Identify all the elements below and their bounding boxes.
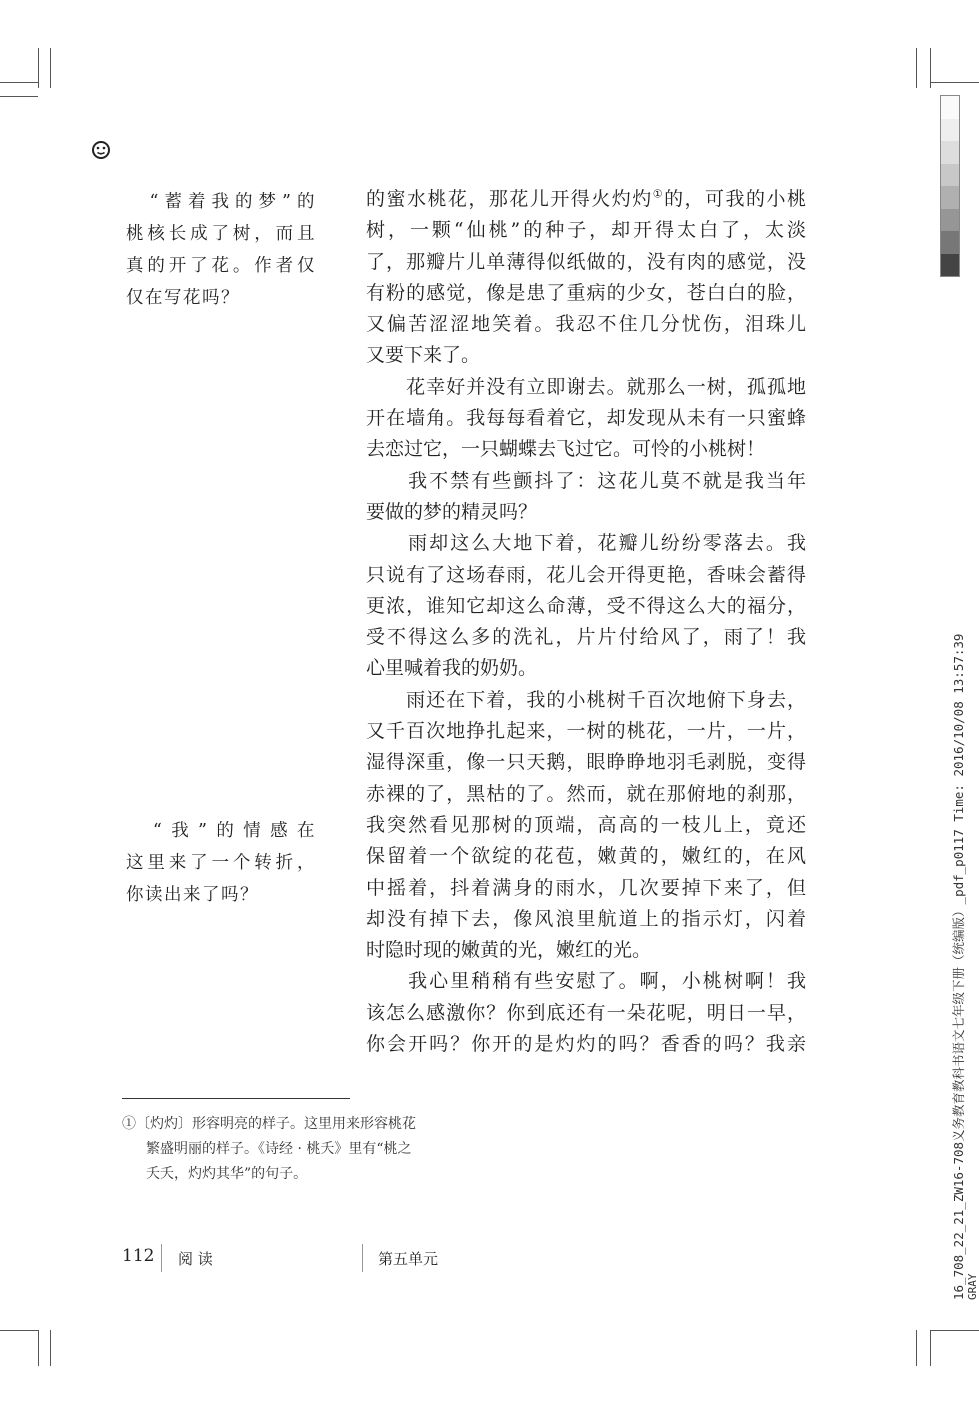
text-line (366, 966, 806, 997)
gray-scale-bar (940, 95, 960, 277)
crop-mark (0, 1330, 38, 1331)
side-note-line: 真的开了花。作者仅 (126, 256, 316, 276)
footer-divider (362, 1244, 363, 1272)
text-line (366, 1029, 806, 1060)
text-run: 只说有了这场春雨，花儿会开得更艳，香味会蓄得 (366, 563, 806, 586)
text-run: 了，那瓣片儿单薄得似纸做的，没有肉的感觉，没 (366, 250, 806, 273)
text-run: 时隐时现的嫩黄的光，嫩红的光。 (366, 939, 652, 962)
text-run: 中摇着，抖着满身的雨水，几次要掉下来了，但 (366, 876, 806, 899)
text-line (366, 215, 806, 246)
text-line (366, 340, 806, 371)
text-run: 要做的梦的精灵吗？ (366, 500, 538, 523)
text-line (366, 466, 806, 497)
crop-mark (930, 1330, 931, 1366)
text-run: 我不禁有些颤抖了：这花儿莫不就是我当年 (366, 469, 806, 492)
print-slug-line: 16_708_22_21_ZW16-708义务教育教科书语文七年级下册（统编版）_pdf_p0117 Time: 2016/10/08 13:57:39 (951, 633, 966, 1300)
text-line (366, 810, 806, 841)
text-line (366, 278, 806, 309)
text-run: 保留着一个欲绽的花苞，嫩黄的，嫩红的，在风 (366, 845, 806, 868)
crop-mark (930, 1330, 979, 1331)
text-line (366, 779, 806, 810)
crop-mark (930, 82, 979, 83)
text-run: 去恋过它，一只蝴蝶去飞过它。可怜的小桃树！ (366, 438, 766, 461)
text-line (366, 904, 806, 935)
text-line (366, 560, 806, 591)
text-run: 又要下来了。 (366, 344, 481, 367)
footer-unit: 第五单元 (378, 1250, 439, 1268)
footnote-marker: ① (652, 187, 665, 201)
page-number: 112 (122, 1246, 155, 1266)
crop-mark (916, 1330, 917, 1366)
print-slug-gray: GRAY (966, 1273, 979, 1300)
side-note-line: 这里来了一个转折， (126, 853, 316, 873)
crop-mark (50, 48, 51, 88)
text-line (366, 685, 806, 716)
crop-mark (916, 48, 917, 88)
side-note (126, 186, 316, 314)
text-line (366, 528, 806, 559)
print-slug (952, 634, 979, 1300)
text-run: 受不得这么多的洗礼，片片付给风了，雨了！我 (366, 626, 806, 649)
text-line (366, 873, 806, 904)
side-note-line: 你读出来了吗？ (126, 885, 259, 905)
text-line (366, 372, 806, 403)
text-line (366, 747, 806, 778)
footnote (122, 1112, 416, 1187)
crop-mark (0, 82, 38, 83)
text-run: 我突然看见那树的顶端，高高的一枝儿上，竟还 (366, 813, 806, 836)
side-note-line: 桃核长成了树，而且 (126, 224, 316, 244)
text-run: 该怎么感激你？你到底还有一朵花呢，明日一早， (366, 1001, 806, 1024)
text-run: 湿得深重，像一只天鹅，眼睁睁地羽毛剥脱，变得 (366, 751, 806, 774)
text-run: 的，可我的小桃 (664, 188, 806, 210)
crop-mark (38, 1330, 39, 1366)
crop-mark (38, 48, 39, 88)
crop-mark (50, 1330, 51, 1366)
text-run: 开在墙角。我每每看着它，却发现从未有一只蜜蜂 (366, 407, 806, 430)
text-run: 却没有掉下去，像风浪里航道上的指示灯，闪着 (366, 907, 806, 930)
smiley-face-icon (91, 140, 111, 160)
text-line (366, 403, 806, 434)
text-run: 雨还在下着，我的小桃树千百次地俯下身去， (366, 688, 806, 711)
footer-divider (161, 1244, 162, 1272)
text-run: 又千百次地挣扎起来，一树的桃花，一片，一片， (366, 720, 806, 743)
text-run: 心里喊着我的奶奶。 (366, 657, 538, 680)
text-line (366, 247, 806, 278)
text-line (366, 841, 806, 872)
text-run: 树，一颗“仙桃”的种子，却开得太白了，太淡 (366, 219, 806, 242)
text-line (366, 716, 806, 747)
text-line (366, 653, 806, 684)
footnote-line: 繁盛明丽的样子。《诗经 · 桃夭》里有“桃之 (146, 1141, 412, 1157)
side-note (126, 815, 316, 911)
text-run: 的蜜水桃花，那花儿开得火灼灼 (366, 188, 653, 210)
text-run: 花幸好并没有立即谢去。就那么一树，孤孤地 (366, 375, 806, 398)
text-line (366, 622, 806, 653)
footnote-line: 夭夭，灼灼其华”的句子。 (146, 1166, 308, 1182)
text-line (366, 935, 806, 966)
text-run: 你会开吗？你开的是灼灼的吗？香香的吗？我亲 (366, 1033, 806, 1056)
text-run: 有粉的感觉，像是患了重病的少女，苍白白的脸， (366, 281, 806, 304)
side-note-line: 仅在写花吗？ (126, 288, 240, 308)
text-run: 雨却这么大地下着，花瓣儿纷纷零落去。我 (366, 532, 806, 555)
text-line (366, 998, 806, 1029)
text-line (366, 497, 806, 528)
text-run: 赤裸的了，黑枯的了。然而，就在那俯地的刹那， (366, 782, 806, 805)
footnote-line: ①〔灼灼〕形容明亮的样子。这里用来形容桃花 (122, 1116, 416, 1132)
side-note-line: “我”的情感在 (126, 821, 316, 841)
crop-mark (0, 96, 38, 97)
text-line (366, 309, 806, 340)
text-line (366, 591, 806, 622)
side-note-line: “蓄着我的梦”的 (126, 192, 316, 212)
text-run: 又偏苦涩涩地笑着。我忍不住几分忧伤，泪珠儿 (366, 313, 806, 336)
footer-section: 阅 读 (178, 1250, 213, 1268)
main-text (366, 184, 806, 1060)
footnote-rule (122, 1098, 350, 1099)
text-line (366, 184, 806, 215)
text-line (366, 434, 806, 465)
text-run: 更浓，谁知它却这么命薄，受不得这么大的福分， (366, 594, 806, 617)
text-run: 我心里稍稍有些安慰了。啊，小桃树啊！我 (366, 970, 806, 993)
